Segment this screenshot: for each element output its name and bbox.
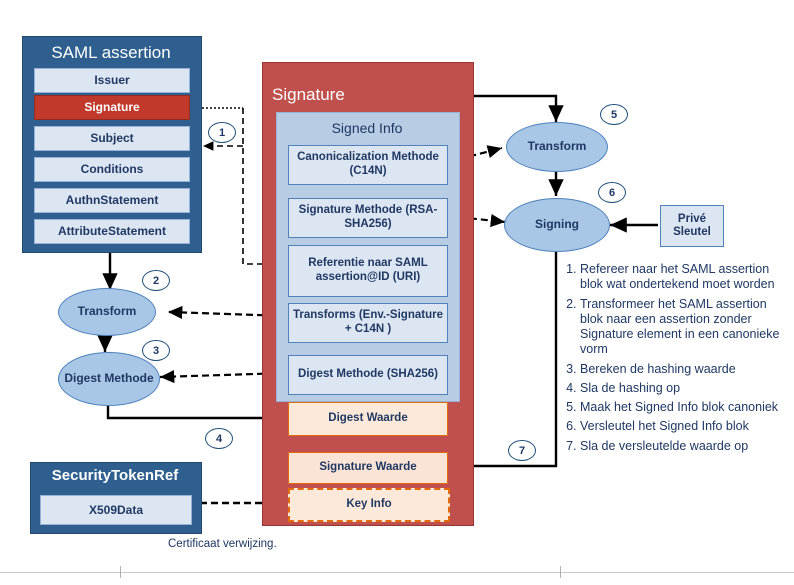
box-digest-method[interactable]: Digest Methode (SHA256) xyxy=(288,355,448,395)
legend-item-2: 2. Transformeer het SAML assertion blok naar een assertion zonder Signature element in een canonieke vorm xyxy=(580,297,786,358)
step-number-4: 4 xyxy=(205,428,233,449)
box-canonicalization-method[interactable]: Canonicalization Methode (C14N) xyxy=(288,145,448,185)
legend-item-1: 1. Refereer naar het SAML assertion blok wat ondertekend moet worden xyxy=(580,262,786,293)
footer-tick-left xyxy=(120,566,121,578)
security-token-ref-row-x509data[interactable]: X509Data xyxy=(40,495,192,525)
legend xyxy=(560,262,786,458)
legend-item-4: 4. Sla de hashing op xyxy=(580,381,786,396)
legend-item-3: 3. Bereken de hashing waarde xyxy=(580,362,786,377)
box-signature-method[interactable]: Signature Methode (RSA-SHA256) xyxy=(288,198,448,238)
step-number-3: 3 xyxy=(142,340,170,361)
security-token-ref-title: SecurityTokenRef xyxy=(51,467,179,484)
legend-item-5: 5. Maak het Signed Info blok canoniek xyxy=(580,400,786,415)
step-number-2: 2 xyxy=(142,270,170,291)
box-signature-value[interactable]: Signature Waarde xyxy=(288,452,448,484)
signed-info-title: Signed Info xyxy=(331,120,403,136)
step-number-5: 5 xyxy=(600,104,628,125)
box-digest-value[interactable]: Digest Waarde xyxy=(288,402,448,436)
box-reference-uri[interactable]: Referentie naar SAML assertion@ID (URI) xyxy=(288,245,448,297)
node-digest-methode[interactable]: Digest Methode xyxy=(58,352,160,406)
node-transform-right[interactable]: Transform xyxy=(506,122,608,172)
node-signing[interactable]: Signing xyxy=(504,198,610,252)
saml-row-signature[interactable]: Signature xyxy=(34,95,190,120)
footer-tick-right xyxy=(560,566,561,578)
box-key-info[interactable]: Key Info xyxy=(288,488,450,522)
caption-certificate-reference: Certificaat verwijzing. xyxy=(168,538,277,550)
node-private-key[interactable]: Privé Sleutel xyxy=(660,205,724,247)
saml-row-authnstatement[interactable]: AuthnStatement xyxy=(34,188,190,213)
signature-panel-title: Signature xyxy=(272,85,345,104)
saml-row-subject[interactable]: Subject xyxy=(34,126,190,151)
saml-row-issuer[interactable]: Issuer xyxy=(34,68,190,93)
step-number-7: 7 xyxy=(508,440,536,461)
step-number-6: 6 xyxy=(598,182,626,203)
step-number-1: 1 xyxy=(208,122,236,143)
box-transforms[interactable]: Transforms (Env.-Signature + C14N ) xyxy=(288,303,448,343)
saml-row-conditions[interactable]: Conditions xyxy=(34,157,190,182)
saml-assertion-title: SAML assertion xyxy=(51,43,171,62)
legend-item-6: 6. Versleutel het Signed Info blok xyxy=(580,419,786,434)
legend-item-7: 7. Sla de versleutelde waarde op xyxy=(580,439,786,454)
node-transform-left[interactable]: Transform xyxy=(58,288,156,336)
saml-row-attributestatement[interactable]: AttributeStatement xyxy=(34,219,190,244)
